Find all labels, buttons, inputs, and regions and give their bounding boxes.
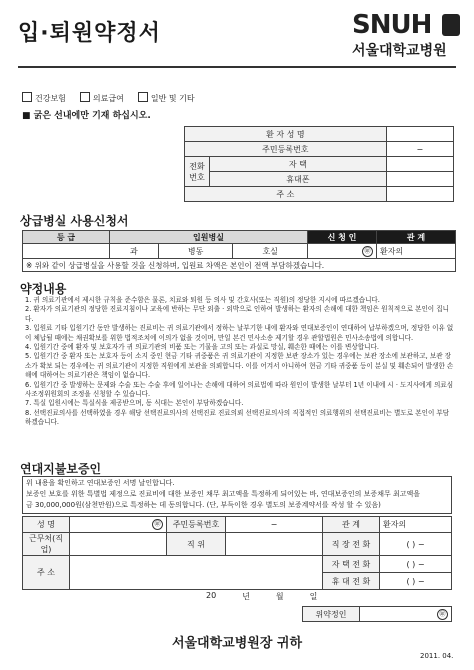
room-applicant-header: 신 청 인 [308, 231, 377, 244]
room-grade-header: 등 급 [23, 231, 110, 244]
room-request-table [22, 230, 456, 272]
date-day: 일 [309, 592, 318, 601]
logo-english: SNUH [352, 10, 432, 40]
guarantor-work-label: 근무처(직업) [23, 533, 70, 556]
patient-mobile-field[interactable] [386, 172, 453, 187]
guarantor-address-label: 주 소 [23, 556, 70, 590]
date-month: 월 [275, 592, 284, 601]
checkbox-icon[interactable] [80, 92, 90, 102]
guarantor-mobile-label: 휴 대 전 화 [323, 573, 380, 590]
guarantor-name-label: 성 명 [23, 517, 70, 533]
addressee: 서울대학교병원장 귀하 [171, 636, 303, 651]
guarantor-work-field[interactable] [70, 533, 167, 556]
guarantor-rrn-label: 주민등록번호 [167, 517, 226, 533]
patient-name-field[interactable] [386, 127, 453, 142]
terms-item-3: 3. 입원료 기타 입원기간 동안 발생하는 진료비는 귀 의료기관에서 정하는 날부기한 내에 환자와 연대보증인이 연대하여 납부하겠으며, 정당한 이유 없이 체납될 때에는 채권확보를 위한 법적조치에 이의가 없을 것이며, 만일 본건 민사소송 제기할 경우 관할법원은 민사소송법에 의합니다. [25, 324, 454, 342]
room-ward-field[interactable]: 병동 [158, 244, 233, 259]
room-grade-field[interactable] [23, 244, 110, 259]
terms-item-2: 2. 환자가 의료기관의 정당한 진료지침이나 교육에 반하는 무단 외출 · 외박으로 인하여 발생하는 환자의 손해에 대한 책임은 원칙적으로 본인이 집니다. [25, 305, 450, 323]
guarantor-consent-box [22, 476, 452, 514]
signer-table [302, 606, 452, 622]
patient-rrn-field[interactable]: − [386, 142, 453, 157]
room-relation-field[interactable]: 환자의 [377, 244, 456, 259]
seal-icon: ㊞ [437, 609, 448, 620]
date-year-prefix: 20 [206, 591, 217, 600]
logo-emblem-icon [442, 14, 460, 36]
signer-field[interactable] [360, 607, 452, 622]
room-dept-field[interactable]: 과 [110, 244, 159, 259]
guarantor-relation-label: 관 계 [323, 517, 380, 533]
checkbox-icon[interactable] [22, 92, 32, 102]
patient-info-table [184, 126, 454, 202]
room-number-field[interactable]: 호실 [233, 244, 308, 259]
guarantor-rrn-field[interactable]: − [226, 517, 323, 533]
guarantor-table [22, 516, 452, 590]
patient-phone-label: 전화번호 [185, 157, 210, 187]
insurance-option-health[interactable]: 건강보험 [22, 92, 66, 104]
room-section-heading: 상급병실 사용신청서 [20, 214, 129, 228]
guarantor-name-field[interactable] [70, 517, 167, 533]
form-version: 2011. 04. [420, 652, 454, 660]
logo-korean: 서울대학교병원 [352, 43, 447, 59]
date-year: 년 [242, 592, 250, 601]
guarantor-intro-2: 보증인 보호를 위한 특별법 제정으로 진료비에 대한 보증인 채무 최고액을 특정하게 되어있는 바, 연대보증인의 보증채무 최고액을 [26, 490, 420, 498]
insurance-options [22, 92, 195, 104]
seal-icon: ㊞ [362, 246, 373, 257]
room-relation-header: 관 계 [377, 231, 456, 244]
guarantor-address-field[interactable] [70, 556, 323, 590]
insurance-option-medical-aid[interactable]: 의료급여 [80, 92, 124, 104]
room-note: ※ 위와 같이 상급병실을 사용할 것을 신청하며, 입원료 차액은 본인이 전액 부담하겠습니다. [23, 259, 456, 272]
terms-item-8: 8. 선택진료의사를 선택하였을 경우 해당 선택진료의사의 선택진료 진료의뢰 선택진료의사의 직접적인 의료행위의 선택진료비는 별도로 본인이 부담하겠습니다. [25, 408, 450, 427]
terms-item-1: 1. 귀 의료기관에서 제시한 규칙을 준수함은 물론, 치료와 퇴원 등 의사 및 간호사(또는 직원)의 정당한 지시에 따르겠습니다. [25, 296, 380, 304]
seal-icon: ㊞ [152, 519, 163, 530]
terms-item-7: 7. 특실 입원시에는 특실식을 제공받으며, 동 식대는 본인이 부담하겠습니다. [25, 399, 244, 408]
terms-item-6: 6. 입원기간 중 발생하는 문제와 수술 또는 수술 후에 일어나는 손해에 대하여 의료법에 따라 원인이 발생한 날부터 1년 이내에 시 · 도지사에게 의료심사조정위원회의 조정을 신청할 수 있습니다. [25, 380, 454, 399]
guarantor-intro-3: 금 30,000,000원(삼천만원)으로 특정하는 데 동의합니다. (단, 부득이한 경우 별도의 보증계약서를 작성 할 수 있음) [26, 501, 381, 509]
patient-rrn-label: 주민등록번호 [185, 142, 387, 157]
guarantor-position-field[interactable] [226, 533, 323, 556]
patient-address-label: 주 소 [185, 187, 387, 202]
room-applicant-field[interactable] [308, 244, 377, 259]
guarantor-position-label: 직 위 [167, 533, 226, 556]
guarantor-mobile-field[interactable]: ( ) − [380, 573, 452, 590]
room-ward-header: 입원병실 [110, 231, 308, 244]
contract-date[interactable] [206, 591, 317, 602]
guarantor-heading: 연대지불보증인 [20, 462, 102, 476]
checkbox-icon[interactable] [138, 92, 148, 102]
guarantor-home-phone-field[interactable]: ( ) − [380, 556, 452, 573]
patient-home-field[interactable] [386, 157, 453, 172]
terms-item-4: 4. 입원기간 중에 환자 및 보호자가 귀 의료기관의 비품 또는 기물을 고의 또는 과실로 망실, 훼손한 때에는 이를 변상합니다. [25, 343, 379, 352]
guarantor-home-phone-label: 자 택 전 화 [323, 556, 380, 573]
page-title: 입·퇴원약정서 [18, 21, 161, 46]
terms-heading: 약정내용 [20, 282, 67, 296]
signer-label: 위약정인 [303, 607, 360, 622]
guarantor-relation-field[interactable]: 환자의 [380, 517, 452, 533]
guarantor-work-phone-label: 직 장 전 화 [323, 533, 380, 556]
insurance-option-other[interactable]: 일반 및 기타 [138, 92, 195, 104]
terms-item-5: 5. 입원기간 중 환자 또는 보호자 등이 소지 중인 현금 기타 귀중품은 귀 의료기관이 지정한 보관 장소가 있는 경우에는 보관 장소에 보관하고, 보관 장소가 확보 되는 경우에는 귀 의료기관이 지정한 직원에게 보관을 의뢰합니다. 이를 어겨서 아니하여 현금 기타 귀중품 등이 분실 및 훼손되어 발생한 손해에 대하여는 의료기관은 책임이 없습니다. [25, 352, 454, 380]
hospital-logo [352, 10, 462, 62]
patient-address-field[interactable] [386, 187, 453, 202]
guarantor-work-phone-field[interactable]: ( ) − [380, 533, 452, 556]
patient-name-label: 환 자 성 명 [185, 127, 387, 142]
patient-mobile-label: 휴대폰 [210, 172, 387, 187]
guarantor-intro-1: 위 내용을 확인하고 연대보증인 서명 날인합니다. [26, 479, 175, 487]
patient-home-label: 자 택 [210, 157, 387, 172]
terms-list [25, 296, 455, 428]
instruction-text: ■ 굵은 선내에만 기재 하십시오. [22, 111, 151, 121]
